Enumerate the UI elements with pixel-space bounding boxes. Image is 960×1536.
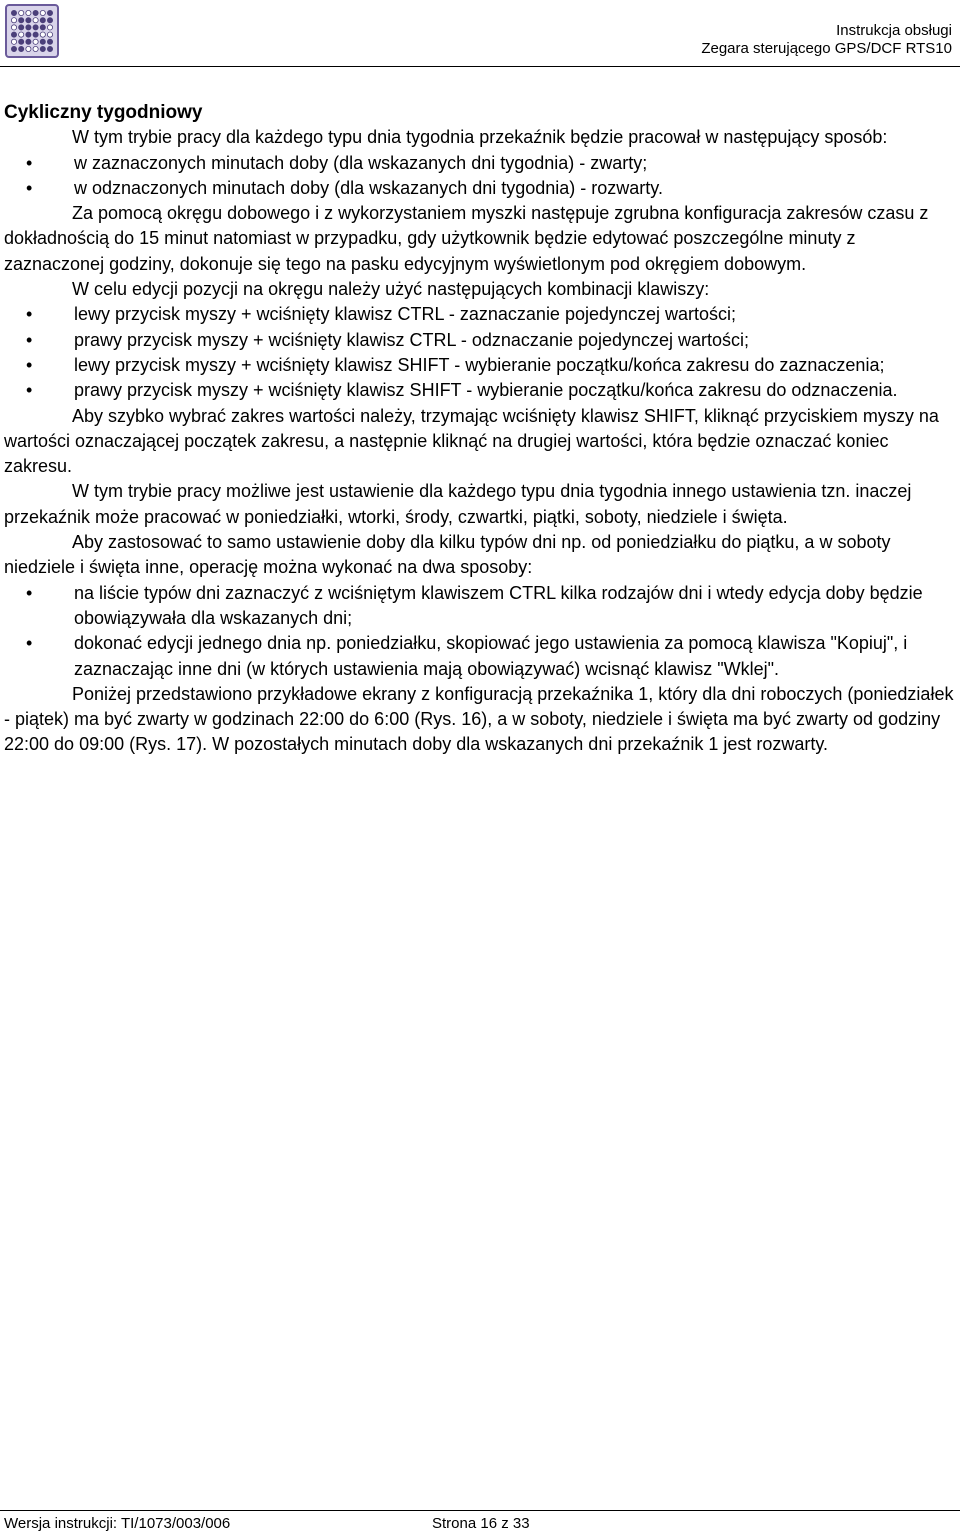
footer-version: Wersja instrukcji: TI/1073/003/006 — [4, 1515, 231, 1532]
list-item-text: prawy przycisk myszy + wciśnięty klawisz CTRL - odznaczanie pojedynczej wartości; — [74, 329, 750, 350]
header-line-2: Zegara sterującego GPS/DCF RTS10 — [701, 40, 952, 57]
list-item-text: prawy przycisk myszy + wciśnięty klawisz SHIFT - wybieranie początku/końca zakresu do odznaczenia. — [74, 380, 898, 401]
list-item — [4, 328, 954, 353]
list-item — [4, 302, 954, 327]
list-item — [4, 353, 954, 378]
dot-grid-icon — [7, 6, 57, 56]
footer-page-number: Strona 16 z 33 — [432, 1515, 530, 1532]
paragraph: W tym trybie pracy dla każdego typu dnia tygodnia przekaźnik będzie pracował w następujący sposób: — [72, 127, 888, 148]
paragraph: Poniżej przedstawiono przykładowe ekrany z konfiguracją przekaźnika 1, który dla dni roboczych (poniedziałek - piątek) ma być zwarty w godzinach 22:00 do 6:00 (Rys. 16), a w soboty, niedziele i święta ma być zwarty od godziny 22:00 do 09:00 (Rys. 17). W pozostałych minutach doby dla wskazanych dni przekaźnik 1 jest rozwarty. — [4, 683, 954, 755]
paragraph: Aby zastosować to samo ustawienie doby dla kilku typów dni np. od poniedziałku do piątku, a w soboty niedziele i święta inne, operację można wykonać na dwa sposoby: — [4, 532, 891, 578]
paragraph: Za pomocą okręgu dobowego i z wykorzystaniem myszki następuje zgrubna konfiguracja zakresów czasu z dokładnością do 15 minut natomiast w przypadku, gdy użytkownik będzie edytować poszczególne minuty z zaznaczonej godziny, dokonuje się tego na pasku edycyjnym wyświetlonym pod okręgiem dobowym. — [4, 203, 929, 274]
list-item-text: lewy przycisk myszy + wciśnięty klawisz CTRL - zaznaczanie pojedynczej wartości; — [74, 304, 737, 325]
header-divider — [0, 66, 960, 67]
paragraph: W tym trybie pracy możliwe jest ustawienie dla każdego typu dnia tygodnia innego ustawienia tzn. inaczej przekaźnik może pracować w poniedziałki, wtorki, środy, czwartki, piątki, soboty, niedziele i święta. — [4, 481, 912, 527]
bullet-icon: • — [26, 582, 33, 603]
paragraph: W celu edycji pozycji na okręgu należy użyć następujących kombinacji klawiszy: — [72, 279, 710, 300]
bullet-icon: • — [26, 354, 33, 375]
bullet-icon: • — [26, 329, 33, 350]
header-line-1: Instrukcja obsługi — [836, 22, 952, 39]
bullet-icon: • — [26, 152, 33, 173]
company-logo — [5, 4, 59, 58]
list-item-text: lewy przycisk myszy + wciśnięty klawisz SHIFT - wybieranie początku/końca zakresu do zaznaczenia; — [74, 354, 885, 375]
list-item-text: dokonać edycji jednego dnia np. poniedziałku, skopiować jego ustawienia za pomocą klawisza "Kopiuj", i zaznaczając inne dni (w których ustawienia mają obowiązywać) wcisnąć klawisz "Wklej". — [74, 633, 908, 679]
list-item — [4, 151, 954, 176]
list-item — [4, 631, 954, 682]
bullet-icon: • — [26, 633, 33, 654]
footer-divider — [0, 1510, 960, 1511]
page-header — [701, 22, 952, 58]
list-item-text: w odznaczonych minutach doby (dla wskazanych dni tygodnia) - rozwarty. — [74, 177, 663, 198]
section-title: Cykliczny tygodniowy — [4, 102, 203, 123]
list-item-text: w zaznaczonych minutach doby (dla wskazanych dni tygodnia) - zwarty; — [74, 152, 648, 173]
paragraph: Aby szybko wybrać zakres wartości należy, trzymając wciśnięty klawisz SHIFT, kliknąć przyciskiem myszy na wartości oznaczającej początek zakresu, a następnie kliknąć na drugiej wartości, która będzie oznaczać koniec zakresu. — [4, 405, 939, 477]
bullet-icon: • — [26, 380, 33, 401]
list-item — [4, 581, 954, 632]
bullet-icon: • — [26, 177, 33, 198]
list-item — [4, 176, 954, 201]
bullet-icon: • — [26, 304, 33, 325]
page-content — [4, 100, 954, 758]
list-item-text: na liście typów dni zaznaczyć z wciśniętym klawiszem CTRL kilka rodzajów dni i wtedy edycja doby będzie obowiązywała dla wskazanych dni; — [74, 582, 923, 628]
list-item — [4, 378, 954, 403]
